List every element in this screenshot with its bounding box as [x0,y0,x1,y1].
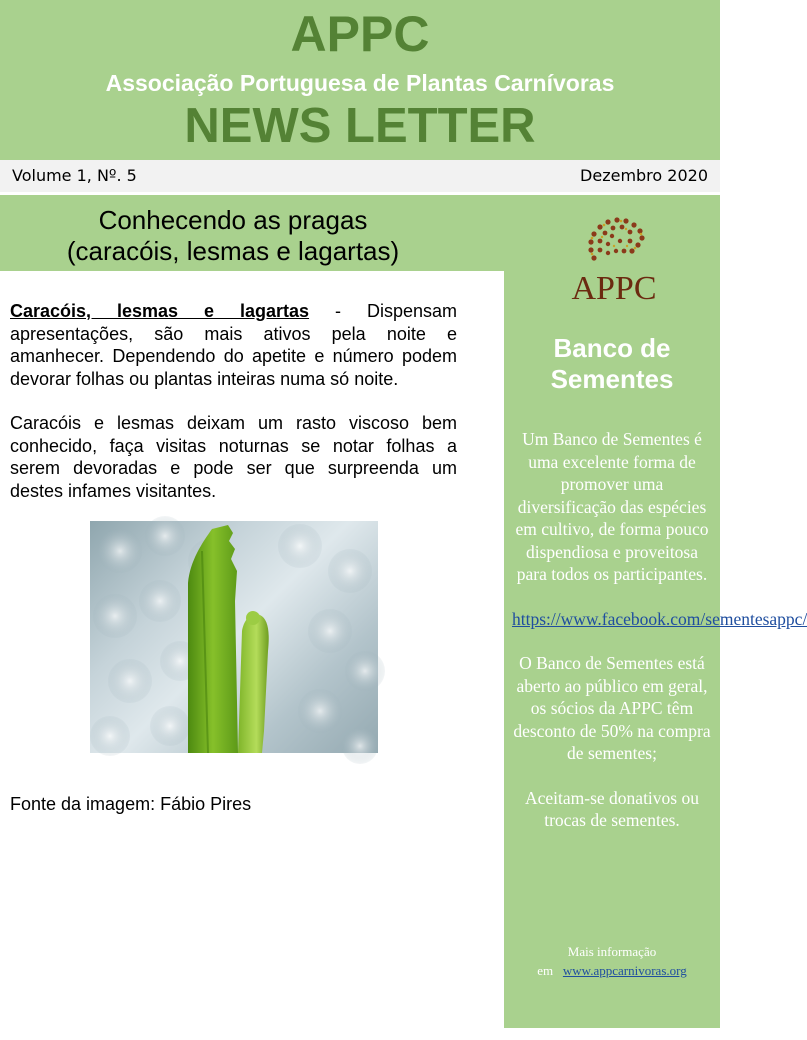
association-name: Associação Portuguesa de Plantas Carnívoras [105,70,615,96]
article-lead: Caracóis, lesmas e lagartas [10,301,310,321]
website-link[interactable]: www.appcarnivoras.org [562,963,687,978]
more-info-label: Mais informação [567,944,657,959]
masthead-acronym: APPC [290,6,430,62]
seed-bank-sidebar [504,195,807,1028]
caterpillar-photo-drawing [90,521,378,753]
facebook-link-paragraph [512,608,807,631]
facebook-link[interactable]: https://www.facebook.com/sementesappc/ [512,608,807,629]
seed-bank-intro: Um Banco de Sementes é uma excelente forma de promover uma diversificação das espécies em cultivo, de forma pouco dispendiosa e proveitosa para todos os participantes. [515,429,709,584]
appc-logo [554,213,674,305]
newsletter-title: NEWS LETTER [184,99,536,153]
article-paragraph-1-text: - Dispensam apresentações, são mais ativos pela noite e amanhecer. Dependendo do apetite e número podem devorar folhas ou plantas inteiras numa só noite. [10,301,458,389]
more-info-em: em [537,963,554,978]
image-caption: Fonte da imagem: Fábio Pires [10,794,252,814]
seed-bank-title: Banco de Sementes [550,333,674,394]
article-paragraph-2: Caracóis e lesmas deixam um rasto viscoso bem conhecido, faça visitas noturnas se notar folhas a serem devoradas e pode ser que surpreenda um destes infames visitantes. [10,413,457,501]
article-title-line1: Conhecendo as pragas [98,205,368,235]
masthead [0,0,720,160]
article-paragraph-1 [10,300,457,390]
article-title [0,205,466,267]
logo-text: APPC [571,270,657,307]
more-info [504,942,720,980]
article-title-line2: (caracóis, lesmas e lagartas) [66,236,400,266]
issue-bar [0,160,720,192]
seed-bank-discount: O Banco de Sementes está aberto ao público em geral, os sócios da APPC têm desconto de 50% na compra de sementes; [513,653,711,763]
issue-volume: Volume 1, Nº. 5 [12,166,137,185]
article-body [10,300,457,524]
seed-bank-body [512,428,807,854]
seed-bank-donations: Aceitam-se donativos ou trocas de sementes. [525,787,699,830]
issue-date: Dezembro 2020 [580,166,708,185]
more-info-line [504,961,720,980]
caterpillar-photo [90,521,378,753]
